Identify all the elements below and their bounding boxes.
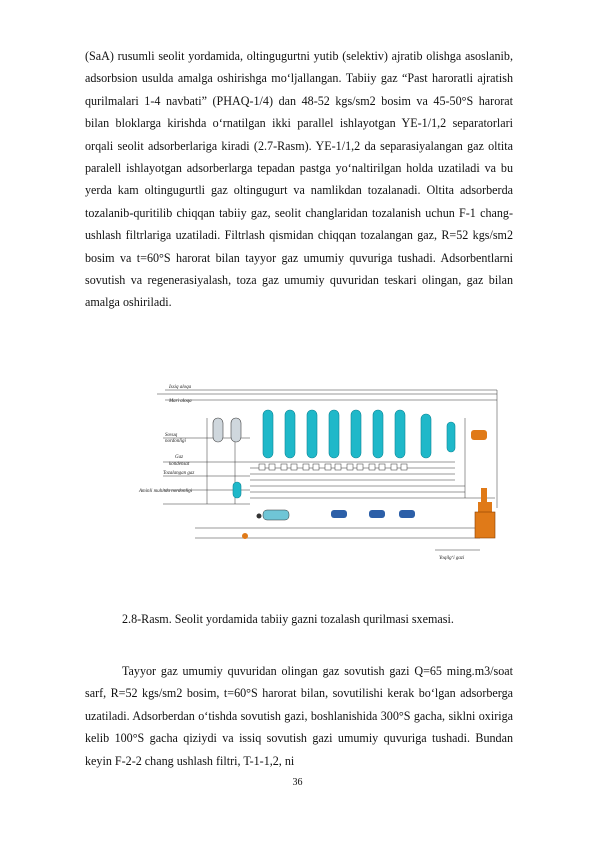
svg-text:kondensat: kondensat (169, 462, 190, 467)
svg-text:nordonligi: nordonligi (165, 439, 186, 444)
body-paragraph-2: Tayyor gaz umumiy quvuridan olingan gaz sovutish gazi Q=65 ming.m3/soat sarf, R=52 kgs/sm2 bosim, t=60°S harorat bilan, sovutilishi kerak bo‘lgan adsorberga uzatiladi. Adsorberdan o‘tishda sovutish gazi, boshlanishida 300°S gacha, siklni oxiriga kelib 100°S gacha qiziydi va issiq sovutish gazi umumiy quvuriga tushadi. Bundan keyin F-2-2 chang ushlash filtri, T-1-1,2, ni (85, 664, 513, 768)
svg-text:Tozalangan gaz: Tozalangan gaz (163, 471, 195, 476)
svg-text:Sovuq: Sovuq (165, 433, 178, 438)
separators (213, 418, 241, 498)
figure-caption: 2.8-Rasm. Seolit yordamida tabiiy gazni tozalash qurilmasi sxemasi. (122, 612, 454, 626)
svg-text:Issiq aloqa: Issiq aloqa (169, 385, 192, 390)
svg-text:Gaz: Gaz (175, 455, 184, 460)
svg-text:Yoqilg‘i gazi: Yoqilg‘i gazi (439, 556, 465, 561)
adsorber-columns (263, 410, 455, 458)
body-paragraph-1: (SaA) rusumli seolit yordamida, oltingugurtni yutib (selektiv) ajratib olishga asoslanib, adsorbsion usulda amalga oshirishga mo‘ljallangan. Tabiiy gaz “Past haroratli ajratish qurilmalari 1-4 navbati” (PHAQ-1/4) dan 48-52 kgs/sm2 bosim va 45-50°S harorat bilan bloklarga kirishda o‘rnatilgan ikki parallel ishlayotgan YE-1/1,2 separatorlari orqali seolit adsorberlariga kiradi (2.7-Rasm). YE-1/1,2 da separasiyalangan gaz oltita paralell ishlayotgan adsorberlarga tepadan pastga yo‘naltirilgan holda uzatiladi va bu yerda kam oltingugurtli gaz oltingugurt va namlikdan tozalanadi. Oltita adsorberda tozalanib-quritilib chiqqan tabiiy gaz, seolit changlaridan tozalanish uchun F-1 chang-ushlash filtrlariga uzatiladi. Filtrlash qismidan chiqqan tozalangan gaz, R=52 kgs/sm2 bosim va t=60°S harorat bilan tayyor gaz umumiy quvuriga tushadi. Adsorbentlarni sovutish va regenerasiyalash, toza gaz umumiy quvuridan teskari olingan, gaz bilan amalga oshiriladi. (85, 49, 513, 310)
svg-text:Aminli muhitda nordonligi: Aminli muhitda nordonligi (139, 489, 193, 494)
page-number: 36 (292, 777, 303, 788)
process-diagram (135, 378, 511, 566)
furnace (471, 430, 495, 538)
svg-text:Mari aloqa: Mari aloqa (169, 399, 192, 404)
